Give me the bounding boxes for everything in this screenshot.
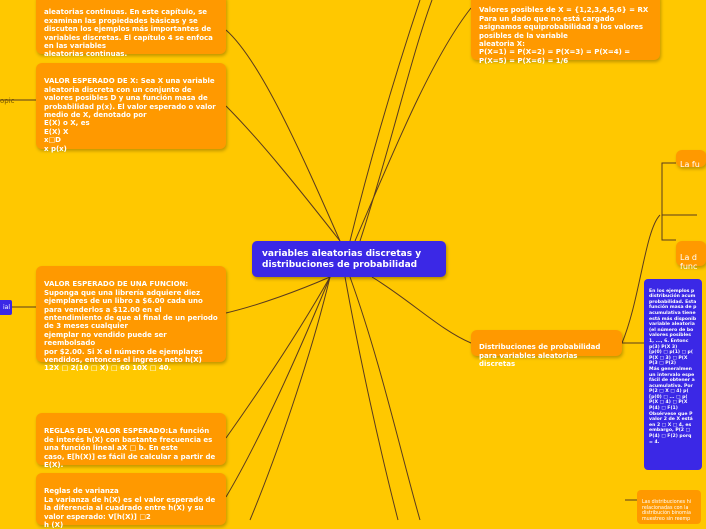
link-rules — [226, 277, 330, 438]
left-edge-topic-label: opic — [0, 97, 15, 105]
link-bottom-mid — [350, 277, 420, 520]
link-dice — [355, 8, 471, 241]
node-dice-values-text: Valores posibles de X = {1,2,3,4,5,6} = RX Para un dado que no está cargado asignamos equiprobabilidad a los valores posibles de la variable aleatoria X: P(X=1) = P(X=2) = P(X=3) = P(X=4) = P(X=5) = P(X=6) = 1/6 — [479, 6, 649, 65]
link-distributions — [372, 277, 471, 343]
node-variance-rules-text: Reglas de varianza La varianza de h(X) es el valor esperado de la diferencia al cuadrado entre h(X) y su valor esperado: V[h(X)] □2 h (X) — [44, 487, 216, 529]
node-right-mid[interactable] — [676, 241, 706, 271]
node-cumulative-distribution[interactable] — [644, 279, 702, 470]
link-top1 — [350, 0, 420, 241]
link-bottom-mid2 — [345, 277, 398, 520]
link-bottom-left — [250, 277, 330, 520]
node-right-mid-text: La d func — [680, 253, 698, 271]
node-distributions-text: Distribuciones de probabilidad para variables aleatorias discretas — [479, 343, 601, 369]
left-edge-node[interactable]: ial — [0, 300, 12, 315]
node-expected-x-text: VALOR ESPERADO DE X: Sea X una variable aleatoria discreta con un conjunto de valores posibles D y una función masa de probabilidad p(x). El valor esperado o valor medio de X, denotado por E(X) o X, es E(X) X x□D x p(x) — [44, 77, 216, 153]
node-cumulative-distribution-text: En los ejemplos p distribución acum probabilidad. Esta función masa de p acumulativa tiene está más disponib variable aleatoria (el número de bo valores posibles 1, ..., 6. Entonc p(3) P(X 3) [p(0) □ p(1) □ p( P(X □ 3) □ P(X P(3 □ P(2) Más generalmen un intervalo espe fácil de obtener a acumulativa. Por P(2 □ X □ 4) p( [p(0) □ ... □ p( P(X □ 4) □ P(X P(4) □ F(1) Obsérvese que P valor 2 de X está en 2 □ X □ 4, es embargo, P(2 □ P(4) □ F(2) porq = 4. — [649, 288, 697, 445]
node-right-top-text: La fu — [680, 160, 700, 170]
node-expected-rules-text: REGLAS DEL VALOR ESPERADO:La función de interés h(X) con bastante frecuencia es una función lineal aX □ b. En este caso, E[h(X)] es fácil de calcular a partir de E(X). — [44, 427, 216, 470]
node-intro[interactable] — [36, 0, 226, 59]
node-hypergeometric-text: Las distribuciones hi relacionadas con la distribución binomia muestreo sin reemp — [642, 499, 692, 523]
node-variance-rules[interactable] — [36, 473, 226, 529]
node-expected-rules[interactable] — [36, 413, 226, 470]
link-expected-x — [226, 106, 340, 241]
link-right-mid — [662, 215, 676, 240]
node-expected-function[interactable] — [36, 266, 226, 373]
link-variance — [226, 277, 330, 497]
node-intro-text: aleatorias continuas. En este capítulo, se examinan las propiedades básicas y se discuten los ejemplos más importantes de variables discretas. El capítulo 4 se enfoca en las variables aleatorias continuas. — [44, 8, 213, 59]
link-intro — [226, 30, 340, 241]
link-expected-fn — [226, 277, 330, 313]
node-dice-values[interactable] — [471, 0, 660, 65]
node-distributions[interactable] — [471, 330, 622, 369]
node-expected-function-text: VALOR ESPERADO DE UNA FUNCION: Suponga que una librería adquiere diez ejemplares de un libro a $6.00 cada uno para venderlos a $12.00 en el entendimiento de que al final de un periodo de 3 meses cualquier ejemplar no vendido puede ser reembolsado por $2.00. Si X el número de ejemplares vendidos, entonces el ingreso neto h(X) 12X □ 2(10 □ X) □ 60 10X □ 40. — [44, 280, 218, 373]
central-topic-title: variables aleatorias discretas y distribuciones de probabilidad — [262, 249, 422, 270]
central-topic[interactable] — [252, 241, 446, 277]
link-right-top — [662, 163, 676, 215]
node-expected-x[interactable] — [36, 63, 226, 153]
node-right-top[interactable] — [676, 150, 706, 170]
node-hypergeometric[interactable] — [637, 490, 701, 524]
